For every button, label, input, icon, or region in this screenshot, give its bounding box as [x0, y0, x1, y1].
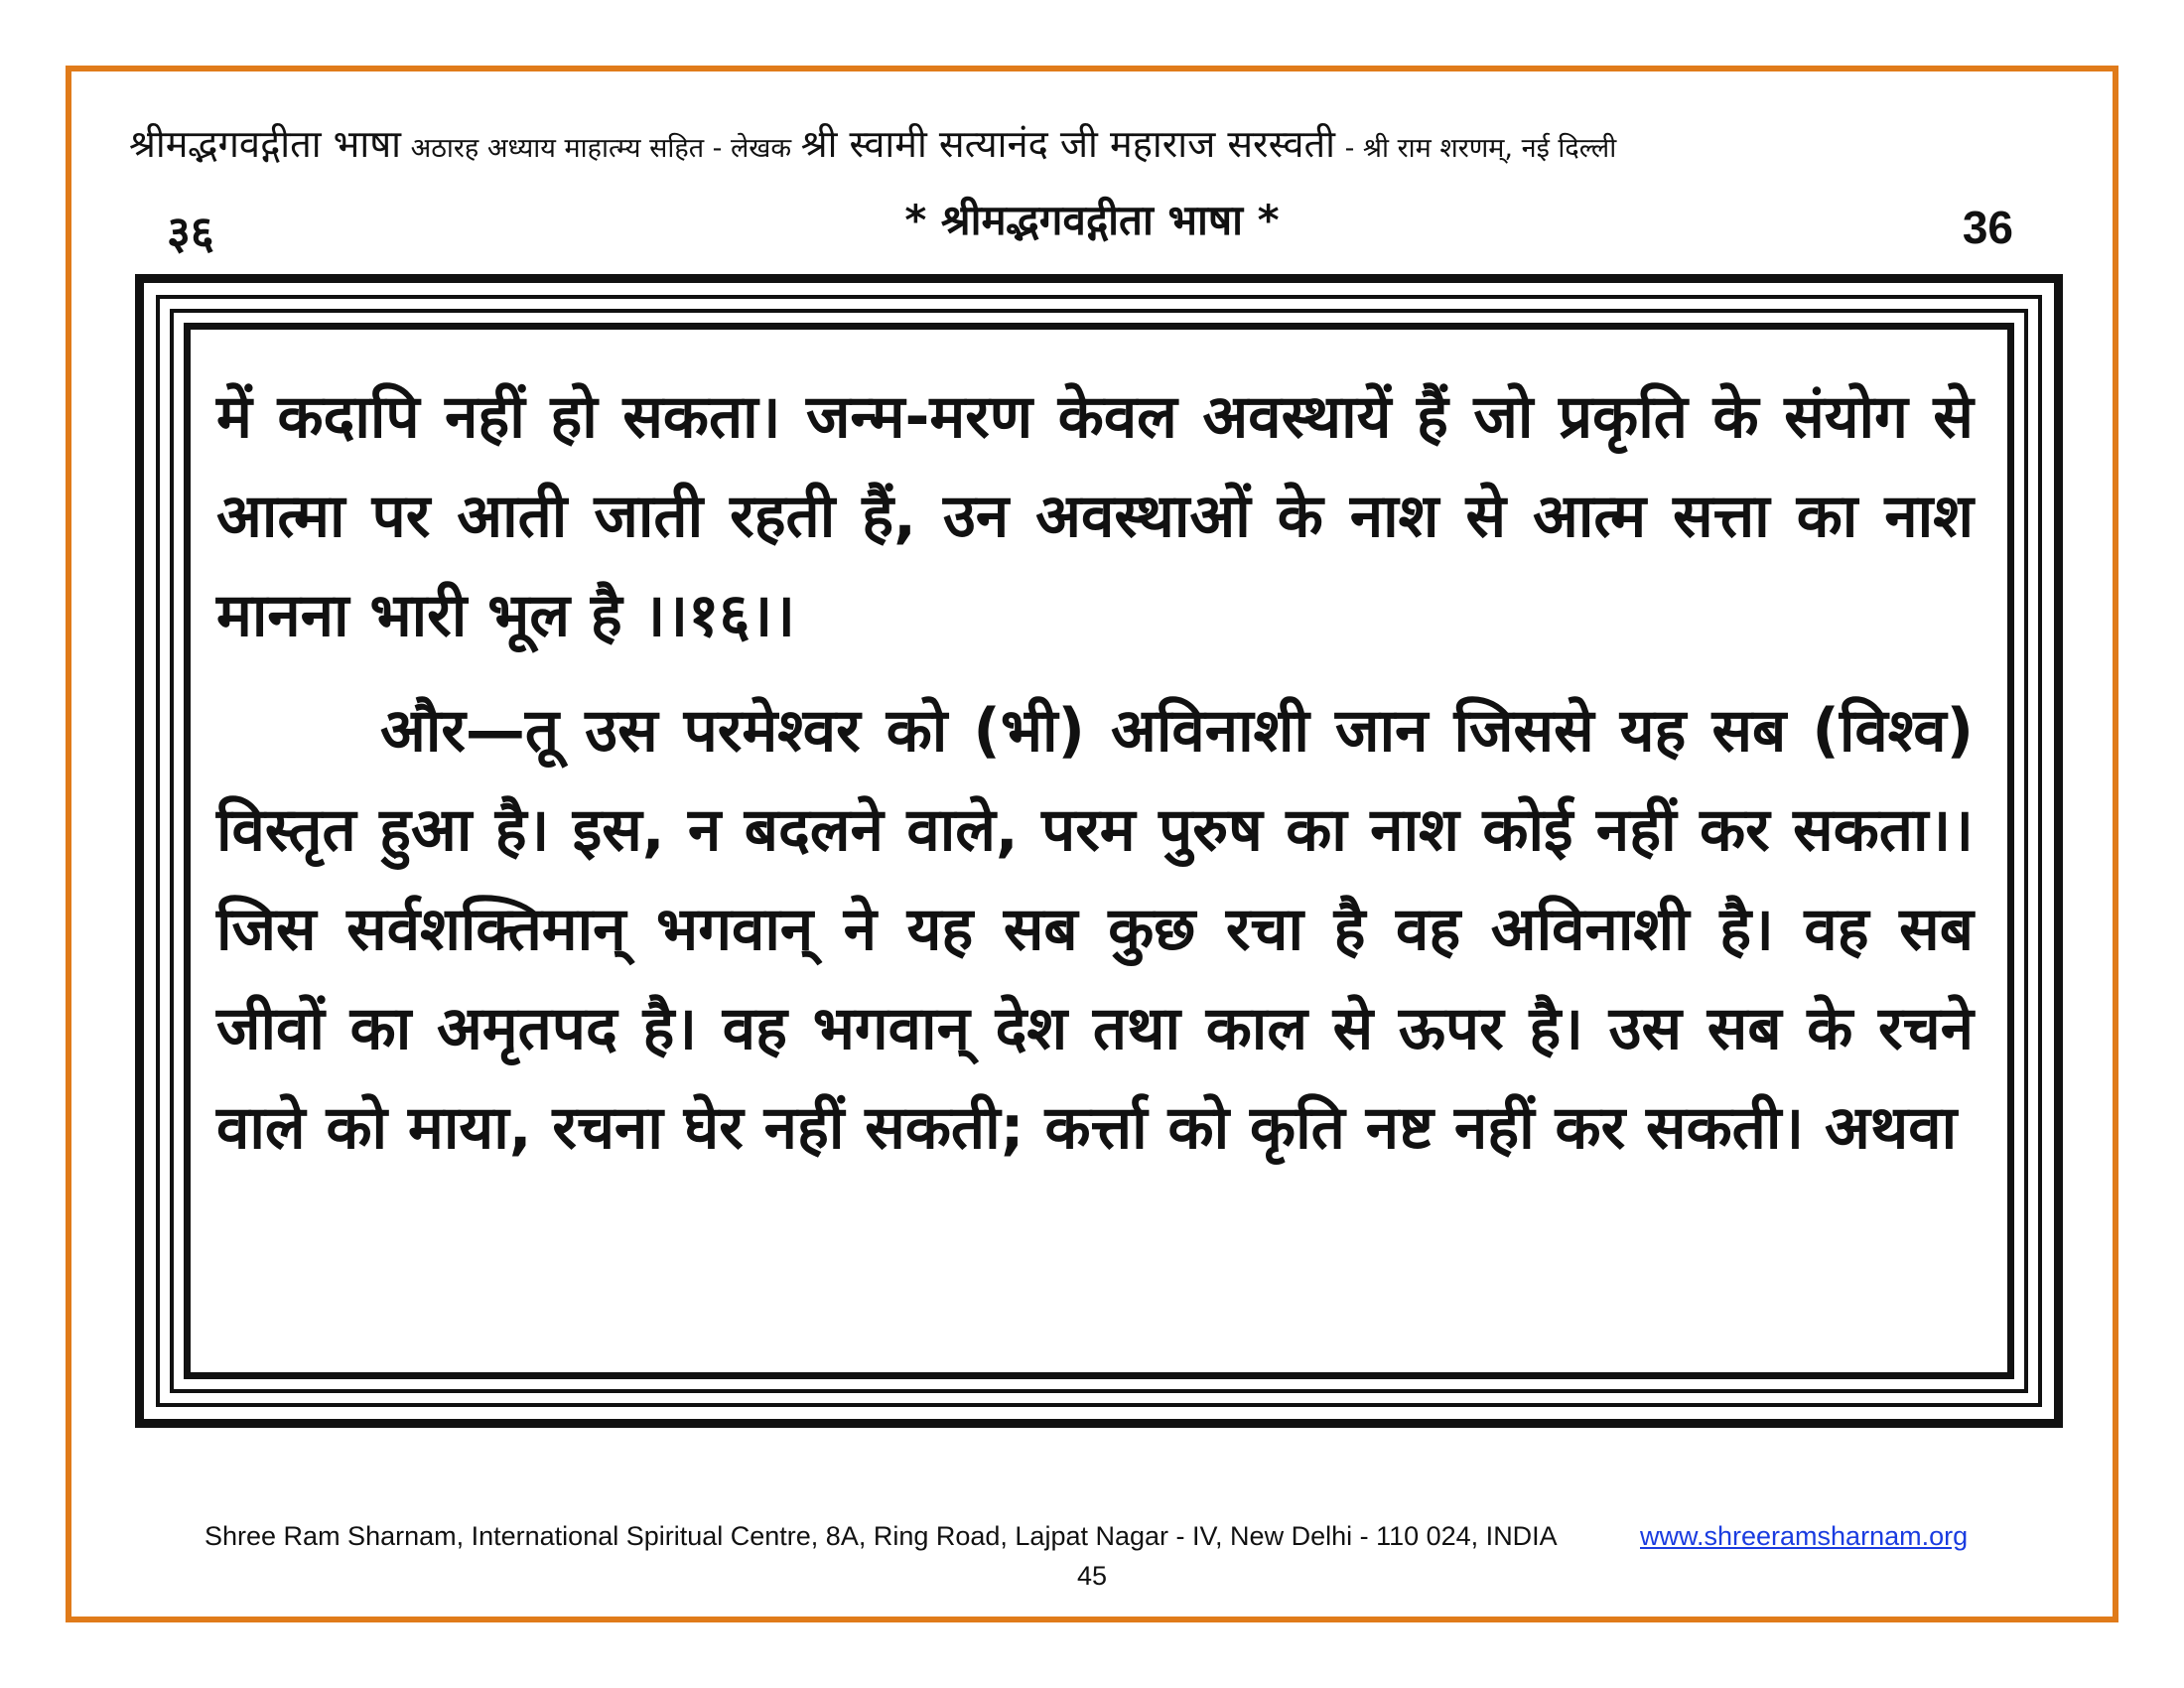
scan-title: * श्रीमद्भगवद्गीता भाषा * [904, 196, 1280, 244]
website-link[interactable]: www.shreeramsharnam.org [1640, 1521, 1969, 1551]
header-publisher: - श्री राम शरणम्, नई दिल्ली [1344, 133, 1617, 164]
header-subtitle: अठारह अध्याय माहात्म्य सहित - लेखक [410, 133, 792, 164]
paragraph: में कदापि नहीं हो सकता। जन्म-मरण केवल अवस्थायें हैं जो प्रकृति के संयोग से आत्मा पर आती जाती रहती हैं, उन अवस्थाओं के नाश से आत्म सत्ता का नाश मानना भारी भूल है ।।१६।। [216, 382, 1974, 650]
header-author: श्री स्वामी सत्यानंद जी महाराज सरस्वती [800, 122, 1336, 166]
scripture-text [216, 367, 1974, 1178]
footer-page-number: 45 [1076, 1561, 1108, 1591]
paragraph: और—तू उस परमेश्वर को (भी) अविनाशी जान जिससे यह सब (विश्व) विस्तृत हुआ है। इस, न बदलने वाले, परम पुरुष का नाश कोई नहीं कर सकता।। जिस सर्वशक्तिमान् भगवान् ने यह सब कुछ रचा है वह अविनाशी है। वह सब जीवों का अमृतपद है। वह भगवान् देश तथा काल से ऊपर है। उस सब के रचने वाले को माया, रचना घेर नहीं सकती; कर्त्ता को कृति नष्ट नहीं कर सकती। अथवा [216, 696, 1974, 1163]
header-book-title: श्रीमद्भगवद्गीता भाषा [129, 122, 402, 166]
scan-page-number: 36 [1962, 202, 2013, 253]
scan-page-number-devanagari: ३६ [167, 206, 214, 259]
document-header [129, 117, 2055, 169]
footer-address: Shree Ram Sharnam, International Spiritual Centre, 8A, Ring Road, Lajpat Nagar - IV, New Delhi - 110 024, INDIA [205, 1521, 1558, 1551]
